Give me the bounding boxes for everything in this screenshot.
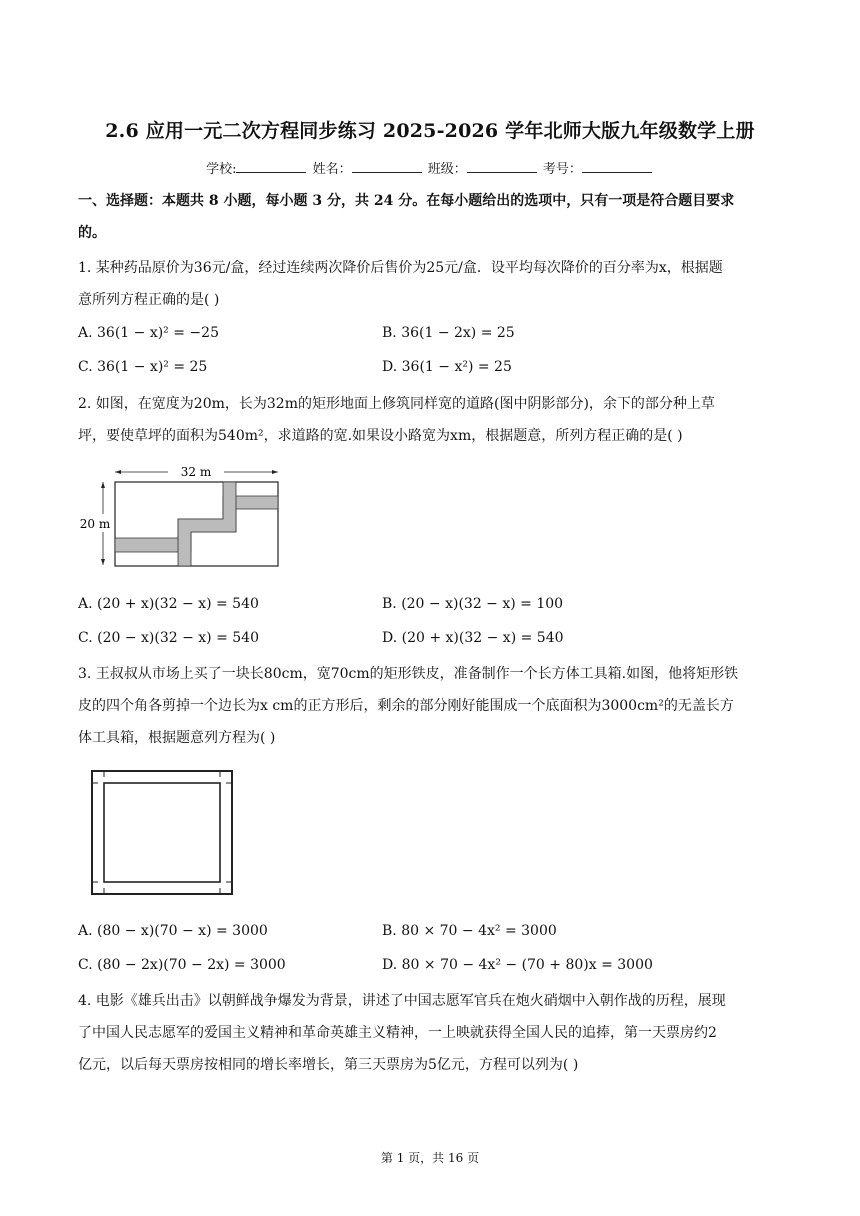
q2-option-d: D. (20 + x)(32 − x) = 540	[382, 630, 564, 646]
q3-line2: 皮的四个角各剪掉一个边长为x cm的正方形后，剩余的部分刚好能围成一个底面积为3000cm²的无盖长方	[78, 698, 734, 714]
q3-line3: 体工具箱，根据题意列方程为( )	[78, 730, 276, 746]
q2-line1: 2. 如图，在宽度为20m，长为32m的矩形地面上修筑同样宽的道路(图中阴影部分)，余下的部分种上草	[78, 396, 715, 412]
q3-option-a: A. (80 − x)(70 − x) = 3000	[78, 923, 268, 939]
q4-line3: 亿元，以后每天票房按相同的增长率增长，第三天票房为5亿元，方程可以列为( )	[78, 1057, 579, 1073]
q1-option-d: D. 36(1 − x²) = 25	[382, 359, 512, 375]
section-heading-line2: 的。	[78, 225, 106, 241]
question-4-stem	[78, 985, 786, 1081]
q2-line2: 坪，要使草坪的面积为540m²，求道路的宽.如果设小路宽为xm，根据题意，所列方程正确的是( )	[78, 428, 683, 444]
school-label: 学校:	[206, 162, 237, 177]
exam-no-blank	[582, 160, 652, 173]
section-heading-line1: 一、选择题：本题共 8 小题，每小题 3 分，共 24 分。在每小题给出的选项中，只有一项是符合题目要求	[78, 193, 735, 209]
q4-line2: 了中国人民志愿军的爱国主义精神和革命英雄主义精神，一上映就获得全国人民的追捧，第一天票房约2	[78, 1025, 717, 1041]
q3-option-b: B. 80 × 70 − 4x² = 3000	[382, 923, 557, 939]
q3-option-d: D. 80 × 70 − 4x² − (70 + 80)x = 3000	[382, 957, 653, 973]
q2-option-a: A. (20 + x)(32 − x) = 540	[78, 596, 259, 612]
q4-line1: 4. 电影《雄兵出击》以朝鲜战争爆发为背景，讲述了中国志愿军官兵在炮火硝烟中入朝作战的历程，展现	[78, 993, 726, 1009]
school-blank	[236, 160, 306, 173]
q2-option-c: C. (20 − x)(32 − x) = 540	[78, 630, 259, 646]
q2-road-figure	[78, 462, 288, 572]
figure-width-label: 32 m	[180, 465, 212, 479]
page-footer: 第 1 页，共 16 页	[380, 1151, 480, 1165]
q1-option-a: A. 36(1 − x)² = −25	[78, 325, 219, 341]
q2-option-b: B. (20 − x)(32 − x) = 100	[382, 596, 564, 612]
name-blank	[352, 160, 422, 173]
figure-height-label: 20 m	[79, 517, 111, 531]
student-info-line	[0, 158, 860, 177]
q3-option-c: C. (80 − 2x)(70 − 2x) = 3000	[78, 957, 286, 973]
q3-iron-sheet-figure	[88, 767, 238, 897]
name-label: 姓名：	[312, 162, 352, 177]
q1-option-b: B. 36(1 − 2x) = 25	[382, 325, 515, 341]
exam-no-label: 考号：	[542, 162, 582, 177]
question-2-stem	[78, 388, 786, 452]
section-heading	[78, 185, 786, 249]
q3-line1: 3. 王叔叔从市场上买了一块长80cm，宽70cm的矩形铁皮，准备制作一个长方体工具箱.如图，他将矩形铁	[78, 666, 739, 682]
q1-line2: 意所列方程正确的是( )	[78, 292, 220, 308]
question-1-stem	[78, 252, 786, 316]
class-label: 班级：	[427, 162, 467, 177]
q1-line1: 1. 某种药品原价为36元/盒，经过连续两次降价后售价为25元/盒．设平均每次降价的百分率为x，根据题	[78, 260, 723, 276]
outer-sheet	[92, 771, 232, 894]
class-blank	[467, 160, 537, 173]
q1-option-c: C. 36(1 − x)² = 25	[78, 359, 208, 375]
question-3-stem	[78, 658, 786, 754]
page-title: 2.6 应用一元二次方程同步练习 2025-2026 学年北师大版九年级数学上册	[105, 120, 755, 142]
